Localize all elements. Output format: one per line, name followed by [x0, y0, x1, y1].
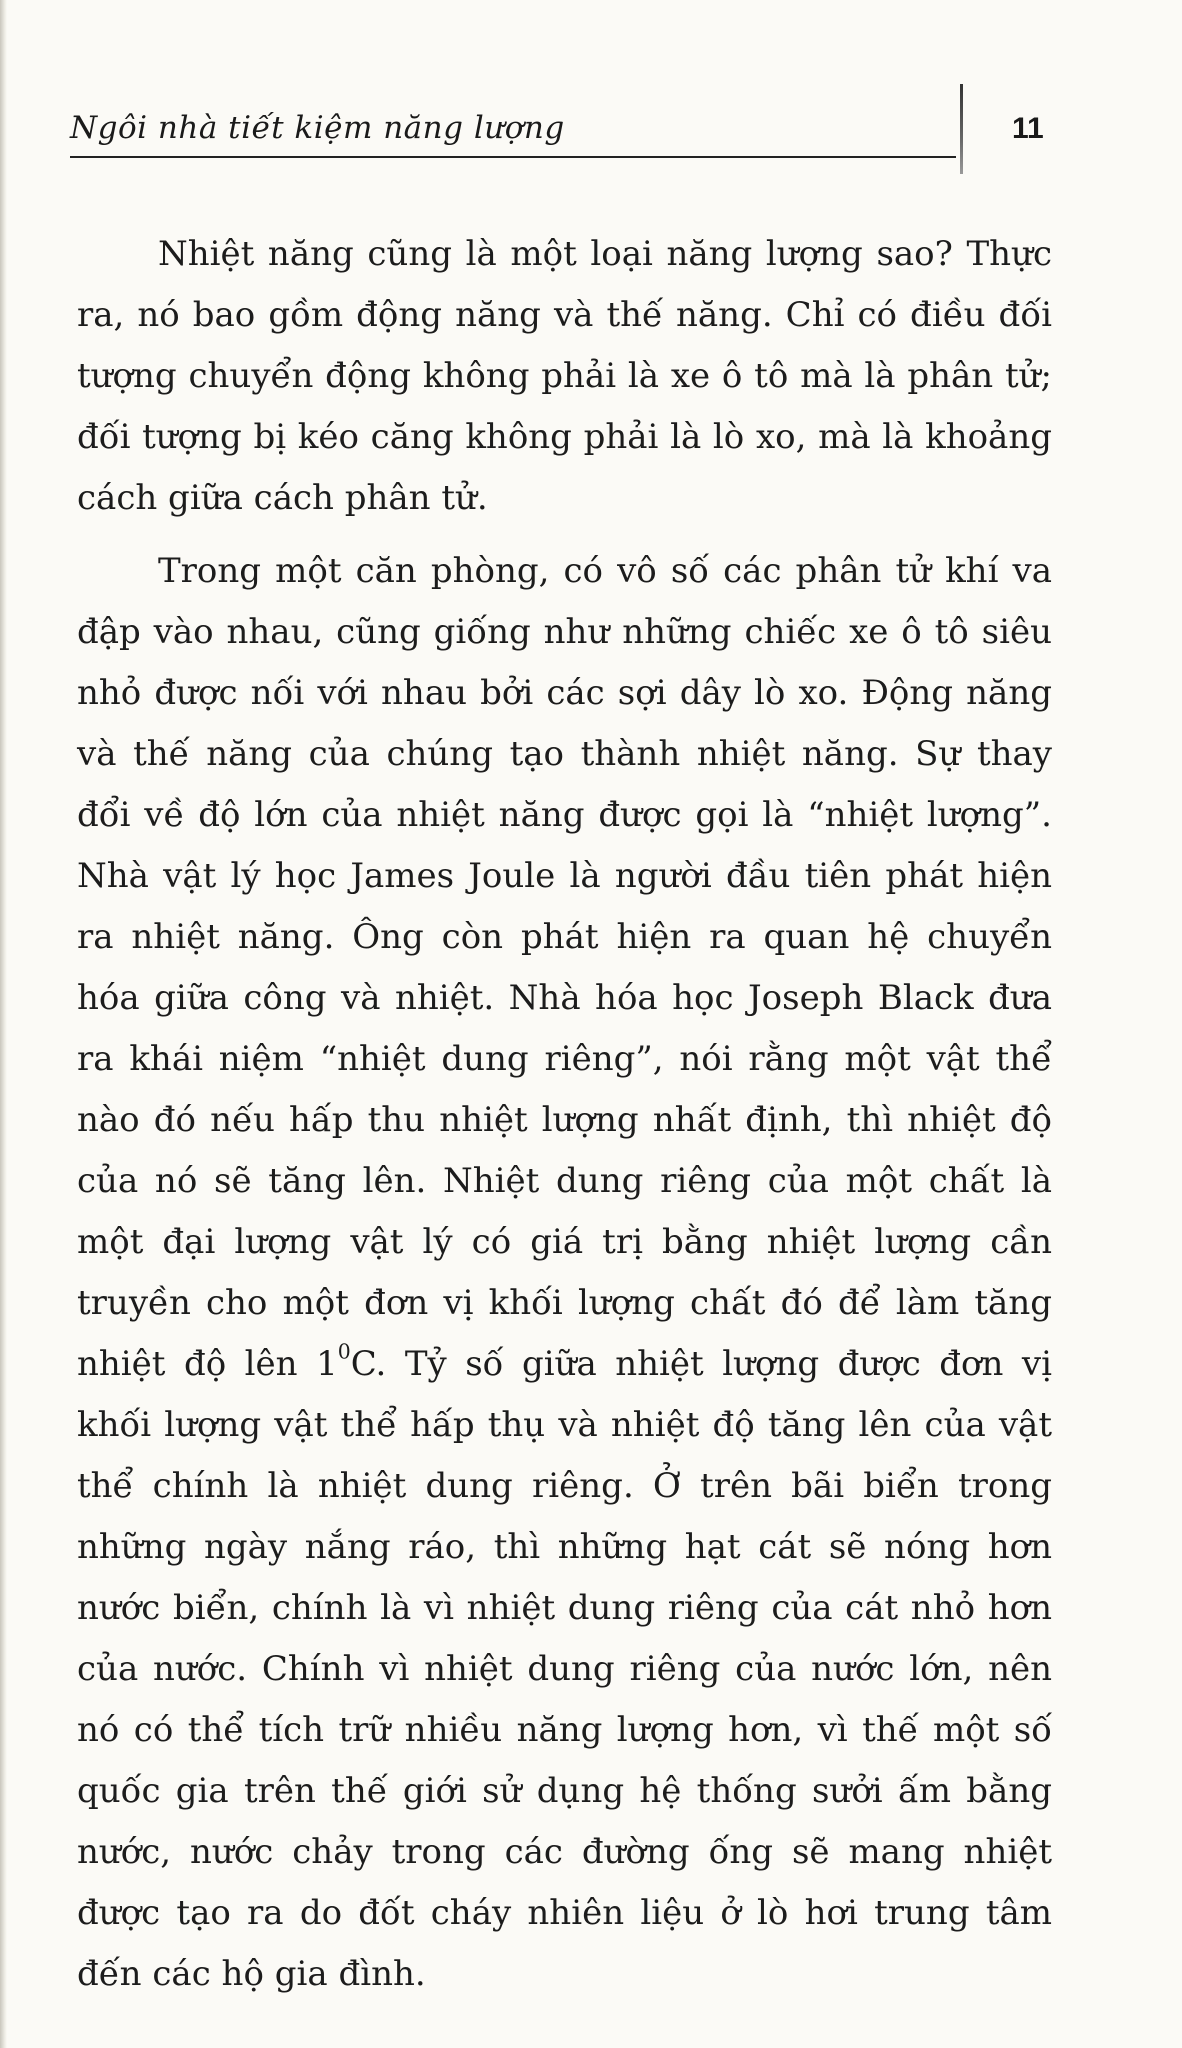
- paragraph-1: Nhiệt năng cũng là một loại năng lượng sao? Thực ra, nó bao gồm động năng và thế năng. Chỉ có điều đối tượng chuyển động không phải là xe ô tô mà là phân tử; đối tượng bị kéo căng không phải là lò xo, mà là khoảng cách giữa cách phân tử.: [77, 234, 1052, 518]
- degree-superscript: 0: [337, 1339, 351, 1364]
- paragraph-2-part-2: C. Tỷ số giữa nhiệt lượng được đơn vị khối lượng vật thể hấp thụ và nhiệt độ tăng lên của vật thể chính là nhiệt dung riêng. Ở trên bãi biển trong những ngày nắng ráo, thì những hạt cát sẽ nóng hơn nước biển, chính là vì nhiệt dung riêng của cát nhỏ hơn của nước. Chính vì nhiệt dung riêng của nước lớn, nên nó có thể tích trữ nhiều năng lượng hơn, vì thế một số quốc gia trên thế giới sử dụng hệ thống sưởi ấm bằng nước, nước chảy trong các đường ống sẽ mang nhiệt được tạo ra do đốt cháy nhiên liệu ở lò hơi trung tâm đến các hộ gia đình.: [77, 1344, 1052, 1994]
- header-rule: [70, 156, 956, 158]
- running-title: Ngôi nhà tiết kiệm năng lượng: [70, 110, 565, 146]
- page-number: 11: [1012, 112, 1044, 145]
- running-header: [70, 104, 970, 164]
- body-text: [77, 224, 1052, 2017]
- header-vertical-bar: [960, 84, 963, 174]
- page-edge-shadow: [0, 0, 7, 2048]
- paragraph-2: [77, 541, 1052, 2005]
- paragraph-2-part-1: Trong một căn phòng, có vô số các phân tử khí va đập vào nhau, cũng giống như những chiếc xe ô tô siêu nhỏ được nối với nhau bởi các sợi dây lò xo. Động năng và thế năng của chúng tạo thành nhiệt năng. Sự thay đổi về độ lớn của nhiệt năng được gọi là “nhiệt lượng”. Nhà vật lý học James Joule là người đầu tiên phát hiện ra nhiệt năng. Ông còn phát hiện ra quan hệ chuyển hóa giữa công và nhiệt. Nhà hóa học Joseph Black đưa ra khái niệm “nhiệt dung riêng”, nói rằng một vật thể nào đó nếu hấp thu nhiệt lượng nhất định, thì nhiệt độ của nó sẽ tăng lên. Nhiệt dung riêng của một chất là một đại lượng vật lý có giá trị bằng nhiệt lượng cần truyền cho một đơn vị khối lượng chất đó để làm tăng nhiệt độ lên 1: [77, 551, 1052, 1384]
